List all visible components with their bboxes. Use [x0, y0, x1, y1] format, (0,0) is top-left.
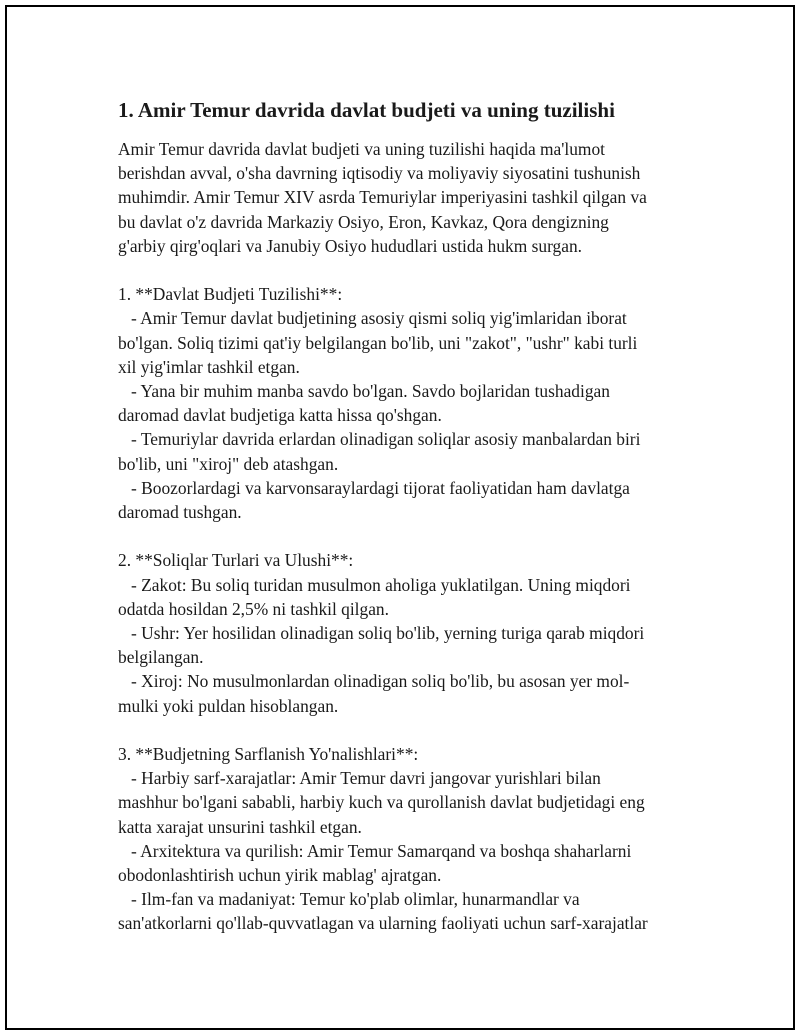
paragraph-gap: [118, 258, 698, 282]
page-frame: [5, 5, 795, 1030]
intro-paragraph: Amir Temur davrida davlat budjeti va uning tuzilishi haqida ma'lumot berishdan avval, o'sha davrning iqtisodiy va moliyaviy siyosatini tushunish muhimdir. Amir Temur XIV asrda Temuriylar imperiyasini tashkil qilgan va bu davlat o'z davrida Markaziy Osiyo, Eron, Kavkaz, Qora dengizning g'arbiy qirg'oqlari va Janubiy Osiyo hududlari ustida hukm surgan.: [118, 139, 647, 256]
document-body: [118, 95, 698, 936]
paragraph-gap: [118, 718, 698, 742]
section-tax-types: 2. **Soliqlar Turlari va Ulushi**: - Zakot: Bu soliq turidan musulmon aholiga yuklatilgan. Uning miqdori odatda hosildan 2,5% ni tashkil qilgan. - Ushr: Yer hosilidan olinadigan soliq bo'lib, yerning turiga qarab miqdori belgilangan. - Xiroj: No musulmonlardan olinadigan soliq bo'lib, bu asosan yer mol- mulki yoki puldan hisoblangan.: [118, 550, 645, 716]
section-budget-structure: 1. **Davlat Budjeti Tuzilishi**: - Amir Temur davlat budjetining asosiy qismi soliq yig'imlaridan iborat bo'lgan. Soliq tizimi qat'iy belgilangan bo'lib, uni "zakot", "ushr" kabi turli xil yig'imlar tashkil etgan. - Yana bir muhim manba savdo bo'lgan. Savdo bojlaridan tushadigan daromad davlat budjetiga katta hissa qo'shgan. - Temuriylar davrida erlardan olinadigan soliqlar asosiy manbalardan biri bo'lib, uni "xiroj" deb atashgan. - Boozorlardagi va karvonsaraylardagi tijorat faoliyatidan ham davlatga daromad tushgan.: [118, 284, 641, 523]
section-budget-spending: 3. **Budjetning Sarflanish Yo'nalishlari**: - Harbiy sarf-xarajatlar: Amir Temur davri jangovar yurishlari bilan mashhur bo'lgani sababli, harbiy kuch va qurollanish davlat budjetidagi eng katta xarajat unsurini tashkil etgan. - Arxitektura va qurilish: Amir Temur Samarqand va boshqa shaharlarni obodonlashtirish uchun yirik mablag' ajratgan. - Ilm-fan va madaniyat: Temur ko'plab olimlar, hunarmandlar va san'atkorlarni qo'llab-quvvatlagan va ularning faoliyati uchun sarf-xarajatlar: [118, 744, 648, 934]
paragraph-gap: [118, 524, 698, 548]
document-title: 1. Amir Temur davrida davlat budjeti va uning tuzilishi: [118, 98, 615, 122]
